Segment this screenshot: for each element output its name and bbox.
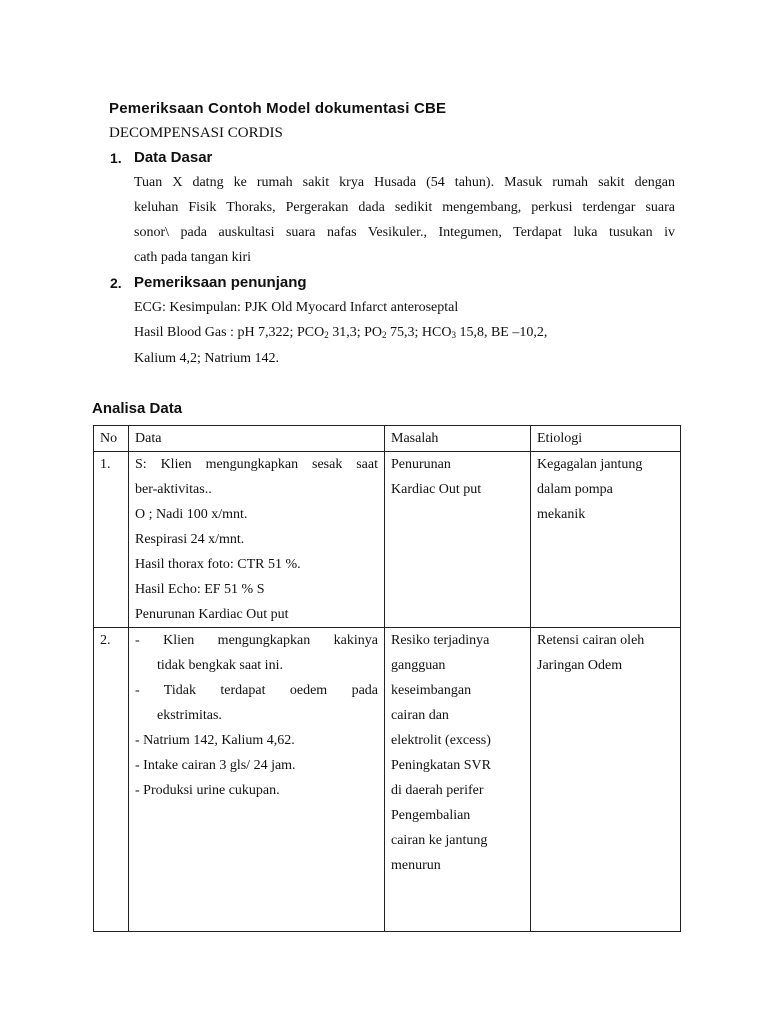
row-etiologi-cell — [531, 628, 681, 932]
masalah-line: Resiko terjadinya — [391, 633, 490, 648]
row-data-cell — [129, 628, 385, 932]
document-title: Pemeriksaan Contoh Model dokumentasi CBE — [109, 100, 447, 117]
row-data-cell — [129, 452, 385, 628]
masalah-line: cairan dan — [391, 708, 449, 723]
data-line: - Klien mengungkapkan kakinya — [135, 633, 378, 648]
data-line: - Produksi urine cukupan. — [135, 783, 280, 798]
row-number: 1. — [94, 452, 129, 628]
analysis-table — [93, 425, 681, 932]
electrolyte-result: Kalium 4,2; Natrium 142. — [134, 351, 280, 366]
masalah-line: gangguan — [391, 658, 446, 673]
data-line: - Natrium 142, Kalium 4,62. — [135, 733, 295, 748]
data-line: Respirasi 24 x/mnt. — [135, 532, 245, 547]
data-line: - Intake cairan 3 gls/ 24 jam. — [135, 758, 296, 773]
row-number: 2. — [94, 628, 129, 932]
section-2-heading: Pemeriksaan penunjang — [134, 274, 307, 291]
etiologi-line: mekanik — [537, 507, 586, 522]
data-line: Hasil thorax foto: CTR 51 %. — [135, 557, 301, 572]
row-masalah-cell — [385, 628, 531, 932]
masalah-line: di daerah perifer — [391, 783, 484, 798]
table-row — [94, 628, 681, 932]
masalah-line: Pengembalian — [391, 808, 471, 823]
masalah-line: Peningkatan SVR — [391, 758, 491, 773]
data-line: ber-aktivitas.. — [135, 482, 212, 497]
analisa-heading: Analisa Data — [92, 400, 183, 417]
masalah-line: Kardiac Out put — [391, 482, 482, 497]
header-no: No — [94, 426, 129, 452]
etiologi-line: Retensi cairan oleh — [537, 633, 645, 648]
header-data: Data — [129, 426, 385, 452]
etiologi-line: dalam pompa — [537, 482, 613, 497]
ecg-result: ECG: Kesimpulan: PJK Old Myocard Infarct anteroseptal — [134, 300, 459, 315]
document-subtitle: DECOMPENSASI CORDIS — [109, 125, 283, 141]
blood-gas-result: Hasil Blood Gas : pH 7,322; $PCO_2$ 31,3; $PO_2$ 75,3; $HCO_3$ 15,8, BE –10,2, — [134, 325, 548, 340]
data-line: Hasil Echo: EF 51 % S — [135, 582, 265, 597]
data-line: S: Klien mengungkapkan sesak saat — [135, 457, 378, 472]
paragraph-line: sonor\ pada auskultasi suara nafas Vesikuler., Integumen, Terdapat luka tusukan iv — [134, 225, 675, 240]
section-1-heading: Data Dasar — [134, 149, 213, 166]
masalah-line: Penurunan — [391, 457, 451, 472]
masalah-line: keseimbangan — [391, 683, 472, 698]
data-line: Penurunan Kardiac Out put — [135, 607, 289, 622]
paragraph-line: keluhan Fisik Thoraks, Pergerakan dada sedikit mengembang, perkusi terdengar suara — [134, 200, 675, 215]
paragraph-line: cath pada tangan kiri — [134, 250, 252, 265]
table-row — [94, 452, 681, 628]
section-1-number: 1. — [110, 150, 122, 166]
masalah-line: cairan ke jantung — [391, 833, 488, 848]
data-line: tidak bengkak saat ini. — [157, 658, 283, 673]
table-header-row — [94, 426, 681, 452]
row-masalah-cell — [385, 452, 531, 628]
header-etiologi: Etiologi — [531, 426, 681, 452]
masalah-line: menurun — [391, 858, 441, 873]
section-2-number: 2. — [110, 275, 122, 291]
data-line: O ; Nadi 100 x/mnt. — [135, 507, 248, 522]
masalah-line: elektrolit (excess) — [391, 733, 491, 748]
section-1-paragraph — [134, 170, 675, 270]
etiologi-line: Jaringan Odem — [537, 658, 623, 673]
header-masalah: Masalah — [385, 426, 531, 452]
paragraph-line: Tuan X datng ke rumah sakit krya Husada (54 tahun). Masuk rumah sakit dengan — [134, 175, 675, 190]
row-etiologi-cell — [531, 452, 681, 628]
data-line: ekstrimitas. — [157, 708, 222, 723]
etiologi-line: Kegagalan jantung — [537, 457, 643, 472]
data-line: - Tidak terdapat oedem pada — [135, 683, 378, 698]
